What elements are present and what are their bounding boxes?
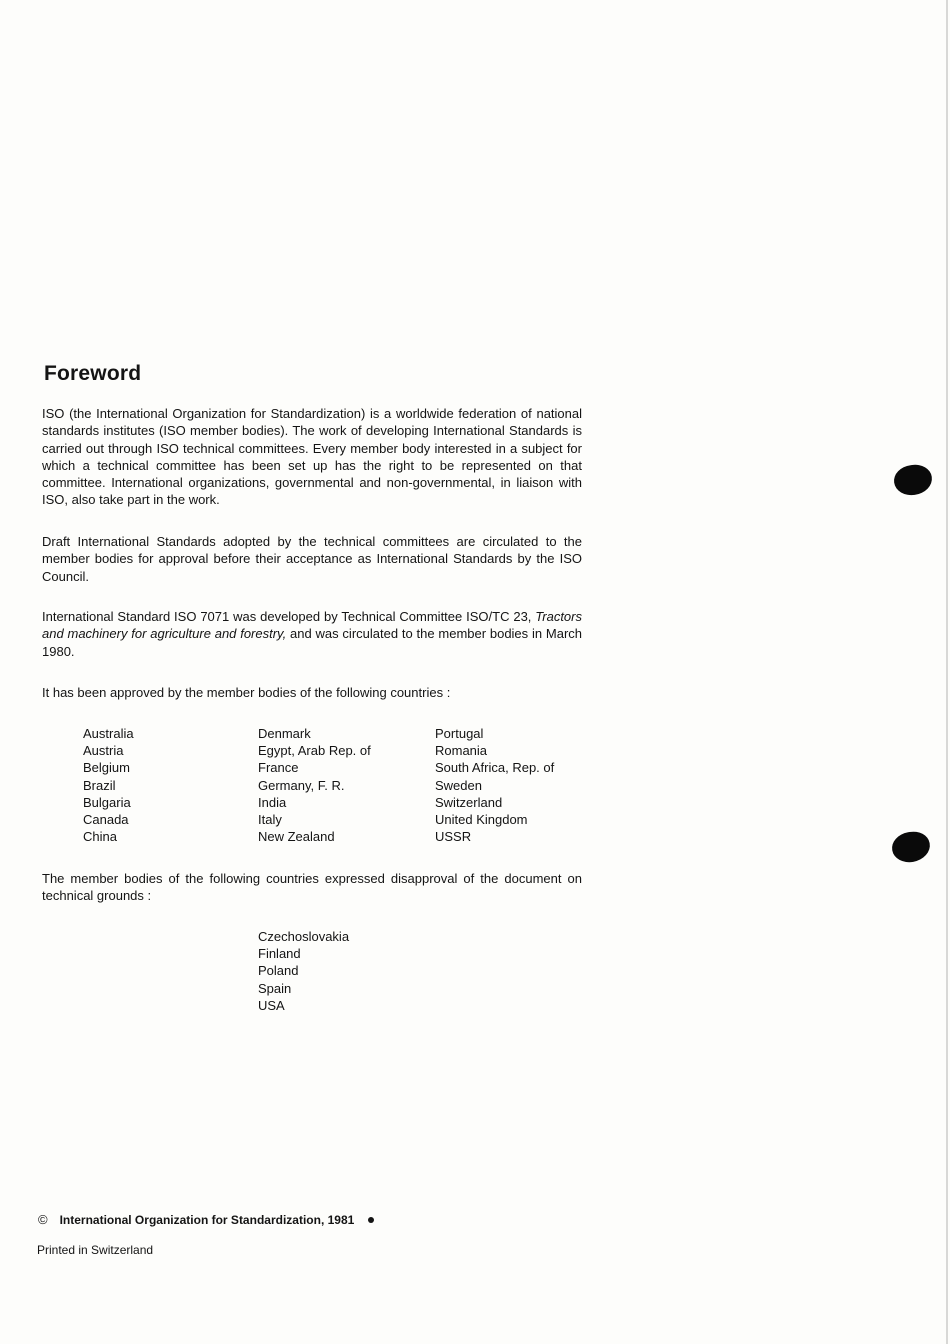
- country-item: Denmark: [258, 726, 311, 741]
- country-item: Austria: [83, 743, 124, 759]
- disapproved-countries-list: [258, 928, 349, 1014]
- punch-hole-icon: [892, 463, 934, 498]
- country-item: Brazil: [83, 777, 116, 793]
- country-item: Sweden: [435, 777, 482, 793]
- copyright-notice: [38, 1212, 374, 1227]
- country-item: Canada: [83, 812, 129, 828]
- paragraph-iso-description: ISO (the International Organization for Standardization) is a worldwide federation of national standards institutes (ISO member bodies). The work of developing International Standards is carried out through ISO technical committees. Every member body interested in a subject for which a technical committee has been set up has the right to be represented on that committee. International organizations, governmental and non-governmental, in liaison with ISO, also take part in the work.: [42, 406, 582, 508]
- country-item: Poland: [258, 963, 299, 979]
- country-item: USSR: [435, 829, 472, 845]
- approved-countries-column-2: [258, 725, 371, 845]
- country-item: Romania: [435, 743, 488, 759]
- country-item: Czechoslovakia: [258, 929, 350, 944]
- printed-location: Printed in Switzerland: [37, 1243, 154, 1257]
- approved-countries-column-1: [83, 725, 134, 845]
- country-item: France: [258, 760, 299, 776]
- paragraph-text: and was circulated to the member bodies in March 1980.: [42, 626, 583, 659]
- country-item: Germany, F. R.: [258, 777, 345, 793]
- country-item: Egypt, Arab Rep. of: [258, 743, 371, 759]
- paragraph-text: International Standard ISO 7071 was developed by Technical Committee ISO/TC 23,: [42, 609, 536, 624]
- country-item: Australia: [83, 726, 134, 741]
- country-item: New Zealand: [258, 829, 335, 845]
- approved-countries-column-3: [435, 725, 554, 845]
- copyright-icon: ©: [38, 1212, 48, 1227]
- country-item: Spain: [258, 980, 292, 996]
- paragraph-approval-intro: It has been approved by the member bodies of the following countries :: [42, 685, 451, 700]
- committee-title: Tractors and machinery for agriculture and forestry,: [42, 609, 582, 642]
- country-item: USA: [258, 997, 285, 1013]
- country-item: Portugal: [435, 726, 484, 741]
- punch-hole-icon: [890, 829, 933, 865]
- country-item: Switzerland: [435, 794, 503, 810]
- country-item: Italy: [258, 812, 282, 828]
- paragraph-draft-standards: Draft International Standards adopted by the technical committees are circulated to the member bodies for approval before their acceptance as International Standards by the ISO Council.: [42, 534, 582, 584]
- paragraph-disapproval-intro: The member bodies of the following countries expressed disapproval of the document on technical grounds :: [42, 871, 582, 904]
- country-item: China: [83, 829, 117, 845]
- country-item: United Kingdom: [435, 812, 528, 828]
- country-item: India: [258, 794, 287, 810]
- country-item: Finland: [258, 946, 301, 962]
- copyright-text: International Organization for Standardization, 1981: [59, 1212, 355, 1227]
- page-edge: [946, 0, 948, 1344]
- bullet-icon: [368, 1217, 374, 1223]
- country-item: Bulgaria: [83, 794, 131, 810]
- country-item: Belgium: [83, 760, 130, 776]
- page-title: Foreword: [44, 362, 142, 385]
- country-item: South Africa, Rep. of: [435, 760, 555, 776]
- paragraph-standard-origin: [42, 608, 582, 660]
